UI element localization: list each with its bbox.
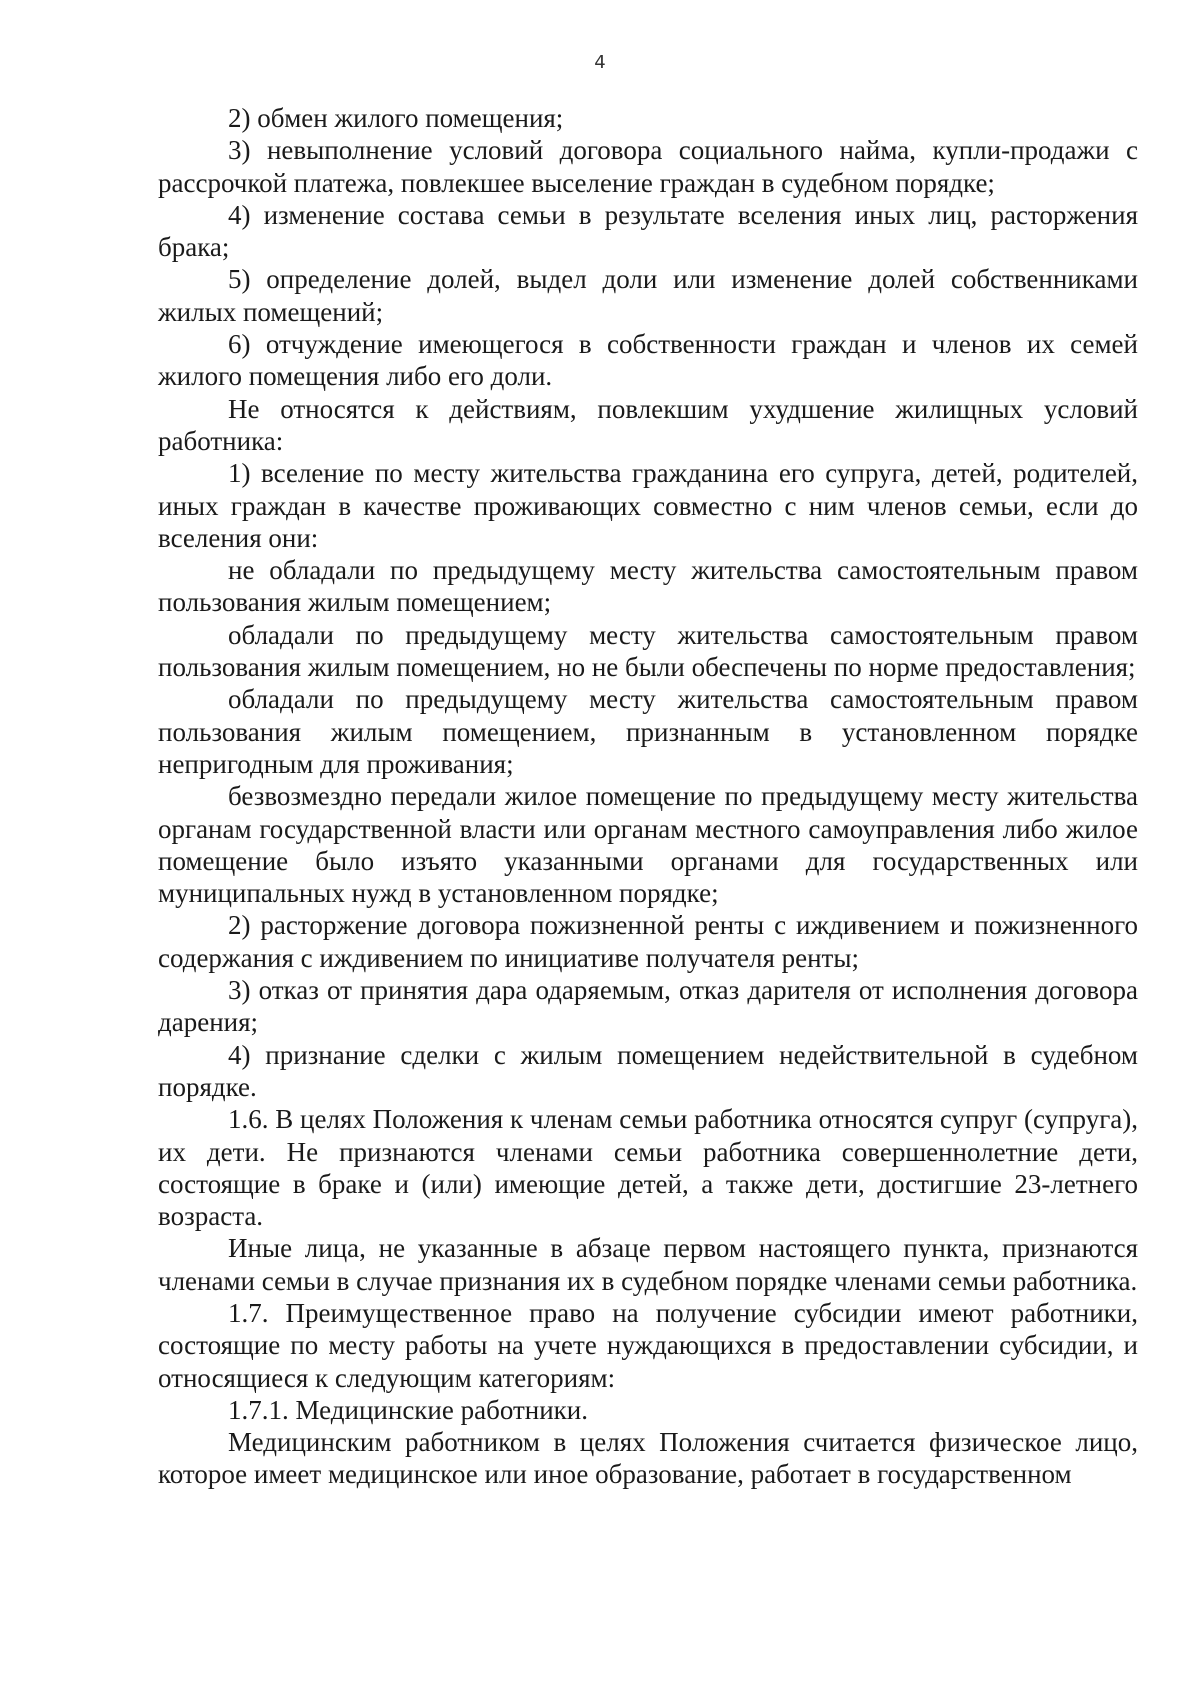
paragraph-section-1-7-1: 1.7.1. Медицинские работники. bbox=[228, 1394, 588, 1425]
paragraph-medical-definition: Медицинским работником в целях Положения считается физическое лицо, которое имеет медицинское или иное образование, работает в государственном bbox=[158, 1427, 1138, 1490]
paragraph-exclusion-1: 1) вселение по месту жительства гражданина его супруга, детей, родителей, иных граждан в качестве проживающих совместно с ним членов семьи, если до вселения они: bbox=[158, 458, 1138, 553]
paragraph-exclusion-2: 2) расторжение договора пожизненной ренты с иждивением и пожизненного содержания с иждивением по инициативе получателя ренты; bbox=[158, 910, 1138, 973]
paragraph-exclusion-4: 4) признание сделки с жилым помещением недействительной в судебном порядке. bbox=[158, 1039, 1138, 1102]
paragraph-item-6: 6) отчуждение имеющегося в собственности граждан и членов их семей жилого помещения либо его доли. bbox=[158, 329, 1138, 392]
paragraph-exclusion-1d: безвозмездно передали жилое помещение по предыдущему месту жительства органам государственной власти или органам местного самоуправления либо жилое помещение было изъято указанными органами для государственных или муниципальных нужд в установленном порядке; bbox=[158, 781, 1138, 909]
page-number: 4 bbox=[594, 52, 606, 73]
paragraph-section-1-6-other: Иные лица, не указанные в абзаце первом настоящего пункта, признаются членами семьи в случае признания их в судебном порядке членами семьи работника. bbox=[158, 1233, 1138, 1296]
paragraph-item-5: 5) определение долей, выдел доли или изменение долей собственниками жилых помещений; bbox=[158, 264, 1138, 327]
paragraph-exclusion-1c: обладали по предыдущему месту жительства самостоятельным правом пользования жилым помещением, признанным в установленном порядке непригодным для проживания; bbox=[158, 684, 1138, 779]
document-body bbox=[158, 102, 1138, 1491]
paragraph-exclusion-1a: не обладали по предыдущему месту жительства самостоятельным правом пользования жилым помещением; bbox=[158, 555, 1138, 618]
paragraph-section-1-7: 1.7. Преимущественное право на получение субсидии имеют работники, состоящие по месту работы на учете нуждающихся в предоставлении субсидии, и относящиеся к следующим категориям: bbox=[158, 1297, 1138, 1393]
paragraph-exclusion-3: 3) отказ от принятия дара одаряемым, отказ дарителя от исполнения договора дарения; bbox=[158, 975, 1138, 1038]
paragraph-item-3: 3) невыполнение условий договора социального найма, купли-продажи с рассрочкой платежа, повлекшее выселение граждан в судебном порядке; bbox=[158, 135, 1138, 198]
paragraph-exclusions-intro: Не относятся к действиям, повлекшим ухудшение жилищных условий работника: bbox=[158, 393, 1138, 456]
paragraph-section-1-6: 1.6. В целях Положения к членам семьи работника относятся супруг (супруга), их дети. Не признаются членами семьи работника совершеннолетние дети, состоящие в браке и (или) имеющие детей, а также дети, достигшие 23-летнего возраста. bbox=[158, 1104, 1138, 1232]
paragraph-item-2: 2) обмен жилого помещения; bbox=[228, 103, 564, 133]
paragraph-exclusion-1b: обладали по предыдущему месту жительства самостоятельным правом пользования жилым помещением, но не были обеспечены по норме предоставления; bbox=[158, 619, 1138, 683]
paragraph-item-4: 4) изменение состава семьи в результате вселения иных лиц, расторжения брака; bbox=[158, 199, 1138, 263]
